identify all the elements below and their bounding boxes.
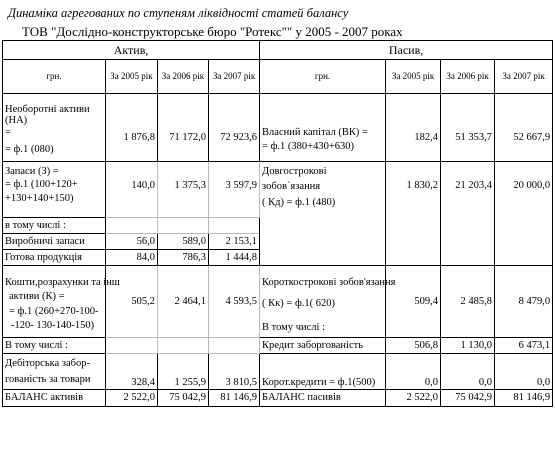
value-cell: 0,0 (386, 354, 441, 390)
aktyv-unit: грн. (3, 60, 106, 94)
value-cell: 140,0 (106, 162, 158, 218)
na-label: Необоротні активи (НА) = = ф.1 (080) (3, 94, 106, 162)
value-cell: 2 485,8 (441, 266, 495, 338)
value-cell: 81 146,9 (209, 390, 260, 407)
value-cell: 81 146,9 (495, 390, 553, 407)
value-cell: 20 000,0 (495, 162, 553, 266)
year-2007-header: За 2007 рік (495, 60, 553, 94)
value-cell: 1 255,9 (158, 354, 209, 390)
header-row (3, 41, 553, 60)
value-cell: 21 203,4 (441, 162, 495, 266)
table-row (3, 94, 553, 162)
in-that-number-label: В тому числі : (3, 338, 106, 354)
year-2005-header: За 2005 рік (386, 60, 441, 94)
value-cell: 0,0 (441, 354, 495, 390)
value-cell: 71 172,0 (158, 94, 209, 162)
value-cell: 1 830,2 (386, 162, 441, 266)
table-subtitle: ТОВ "Дослідно-конструкторське бюро "Ротекс"" у 2005 - 2007 роках (22, 24, 403, 39)
kk-label: Короткострокові зобов'язання ( Кк) = ф.1( 620) В тому числі : (260, 266, 386, 338)
short-credit-label: Корот.кредити = ф.1(500) (260, 354, 386, 390)
value-cell: 0,0 (495, 354, 553, 390)
value-cell: 3 810,5 (209, 354, 260, 390)
value-cell: 1 876,8 (106, 94, 158, 162)
in-that-number-label: в тому числі : (3, 218, 106, 234)
value-cell: 1 375,3 (158, 162, 209, 218)
balance-table (2, 40, 553, 407)
vk-label: Власний капітал (ВК) = = ф.1 (380+430+630) (260, 94, 386, 162)
value-cell: 75 042,9 (158, 390, 209, 407)
value-cell: 4 593,5 (209, 266, 260, 338)
year-2006-header: За 2006 рік (158, 60, 209, 94)
year-2007-header: За 2007 рік (209, 60, 260, 94)
value-cell: 1 130,0 (441, 338, 495, 354)
value-cell: 6 473,1 (495, 338, 553, 354)
z-label: Запаси (З) = = ф.1 (100+120+ +130+140+150) (3, 162, 106, 218)
value-cell: 2 153,1 (209, 234, 260, 250)
table-title: Динаміка агрегованих по ступеням ліквідності статей балансу (8, 6, 349, 20)
value-cell: 84,0 (106, 250, 158, 266)
value-cell: 72 923,6 (209, 94, 260, 162)
value-cell: 1 444,8 (209, 250, 260, 266)
dz-label: Дебіторська забор- гованість за товари (3, 354, 106, 390)
value-cell: 589,0 (158, 234, 209, 250)
year-2005-header: За 2005 рік (106, 60, 158, 94)
table-row (3, 266, 553, 338)
pasyv-header: Пасив, (260, 41, 553, 60)
value-cell: 2 522,0 (386, 390, 441, 407)
aktyv-header: Актив, (3, 41, 260, 60)
value-cell: 505,2 (106, 266, 158, 338)
value-cell: 786,3 (158, 250, 209, 266)
value-cell: 2 522,0 (106, 390, 158, 407)
value-cell: 2 464,1 (158, 266, 209, 338)
value-cell: 328,4 (106, 354, 158, 390)
value-cell: 8 479,0 (495, 266, 553, 338)
vz-label: Виробничі запаси (3, 234, 106, 250)
table-row (3, 390, 553, 407)
pasyv-unit: грн. (260, 60, 386, 94)
kd-label: Довгострокові зобов`язання ( Кд) = ф.1 (480) (260, 162, 386, 266)
value-cell: 509,4 (386, 266, 441, 338)
table-row (3, 162, 553, 218)
table-row (3, 354, 553, 390)
k-label: Кошти,розрахунки та інш активи (К) = = ф.1 (260+270-100- -120- 130-140-150) (3, 266, 106, 338)
gp-label: Готова продукція (3, 250, 106, 266)
value-cell: 506,8 (386, 338, 441, 354)
value-cell: 56,0 (106, 234, 158, 250)
value-cell: 51 353,7 (441, 94, 495, 162)
year-2006-header: За 2006 рік (441, 60, 495, 94)
table-row (3, 338, 553, 354)
balance-assets-label: БАЛАНС активів (3, 390, 106, 407)
kz-label: Кредит заборгованість (260, 338, 386, 354)
balance-liabilities-label: БАЛАНС пасивів (260, 390, 386, 407)
value-cell: 3 597,9 (209, 162, 260, 218)
value-cell: 52 667,9 (495, 94, 553, 162)
subheader-row (3, 60, 553, 94)
value-cell: 182,4 (386, 94, 441, 162)
value-cell: 75 042,9 (441, 390, 495, 407)
